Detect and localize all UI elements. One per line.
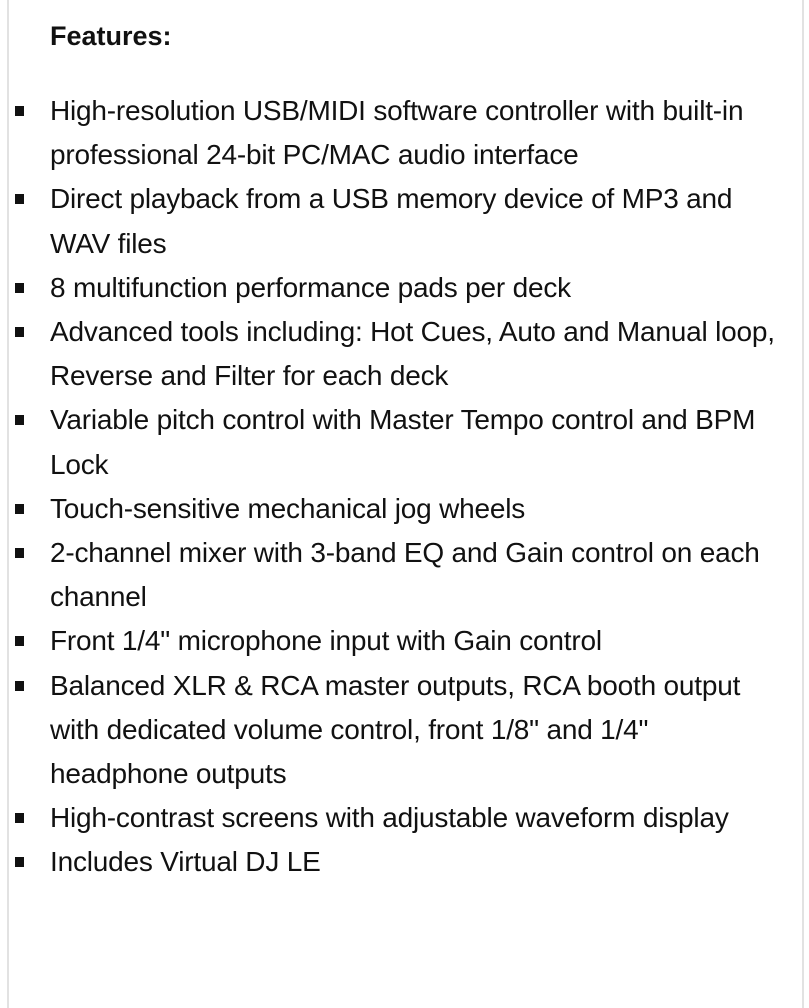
square-bullet-icon xyxy=(15,415,24,425)
square-bullet-icon xyxy=(15,283,24,293)
feature-item xyxy=(0,89,780,177)
feature-item xyxy=(0,487,780,531)
square-bullet-icon xyxy=(15,194,24,204)
square-bullet-icon xyxy=(15,813,24,823)
feature-item xyxy=(0,531,780,619)
feature-text: Direct playback from a USB memory device of MP3 and WAV files xyxy=(50,183,733,259)
square-bullet-icon xyxy=(15,504,24,514)
square-bullet-icon xyxy=(15,636,24,646)
feature-text: Includes Virtual DJ LE xyxy=(50,846,321,878)
feature-text: 8 multifunction performance pads per deck xyxy=(50,271,571,303)
square-bullet-icon xyxy=(15,857,24,867)
feature-item xyxy=(0,619,780,663)
feature-item xyxy=(0,177,780,265)
feature-text: Front 1/4" microphone input with Gain control xyxy=(50,625,602,657)
feature-text: Advanced tools including: Hot Cues, Auto and Manual loop, Reverse and Filter for each deck xyxy=(50,316,775,392)
feature-item xyxy=(0,664,780,797)
feature-list xyxy=(0,89,780,885)
feature-text: 2-channel mixer with 3-band EQ and Gain control on each channel xyxy=(50,537,760,613)
features-heading: Features: xyxy=(50,21,172,51)
feature-item xyxy=(0,266,780,310)
feature-text: High-contrast screens with adjustable waveform display xyxy=(50,802,729,834)
feature-text: High-resolution USB/MIDI software controller with built-in professional 24-bit PC/MAC audio interface xyxy=(50,95,744,171)
feature-text: Balanced XLR & RCA master outputs, RCA booth output with dedicated volume control, front 1/8" and 1/4" headphone outputs xyxy=(50,669,741,790)
square-bullet-icon xyxy=(15,681,24,691)
feature-text: Touch-sensitive mechanical jog wheels xyxy=(50,492,526,524)
feature-item xyxy=(0,796,780,840)
square-bullet-icon xyxy=(15,327,24,337)
square-bullet-icon xyxy=(15,548,24,558)
feature-item xyxy=(0,840,780,884)
feature-item xyxy=(0,310,780,398)
square-bullet-icon xyxy=(15,106,24,116)
feature-item xyxy=(0,398,780,486)
feature-text: Variable pitch control with Master Tempo control and BPM Lock xyxy=(50,404,756,480)
